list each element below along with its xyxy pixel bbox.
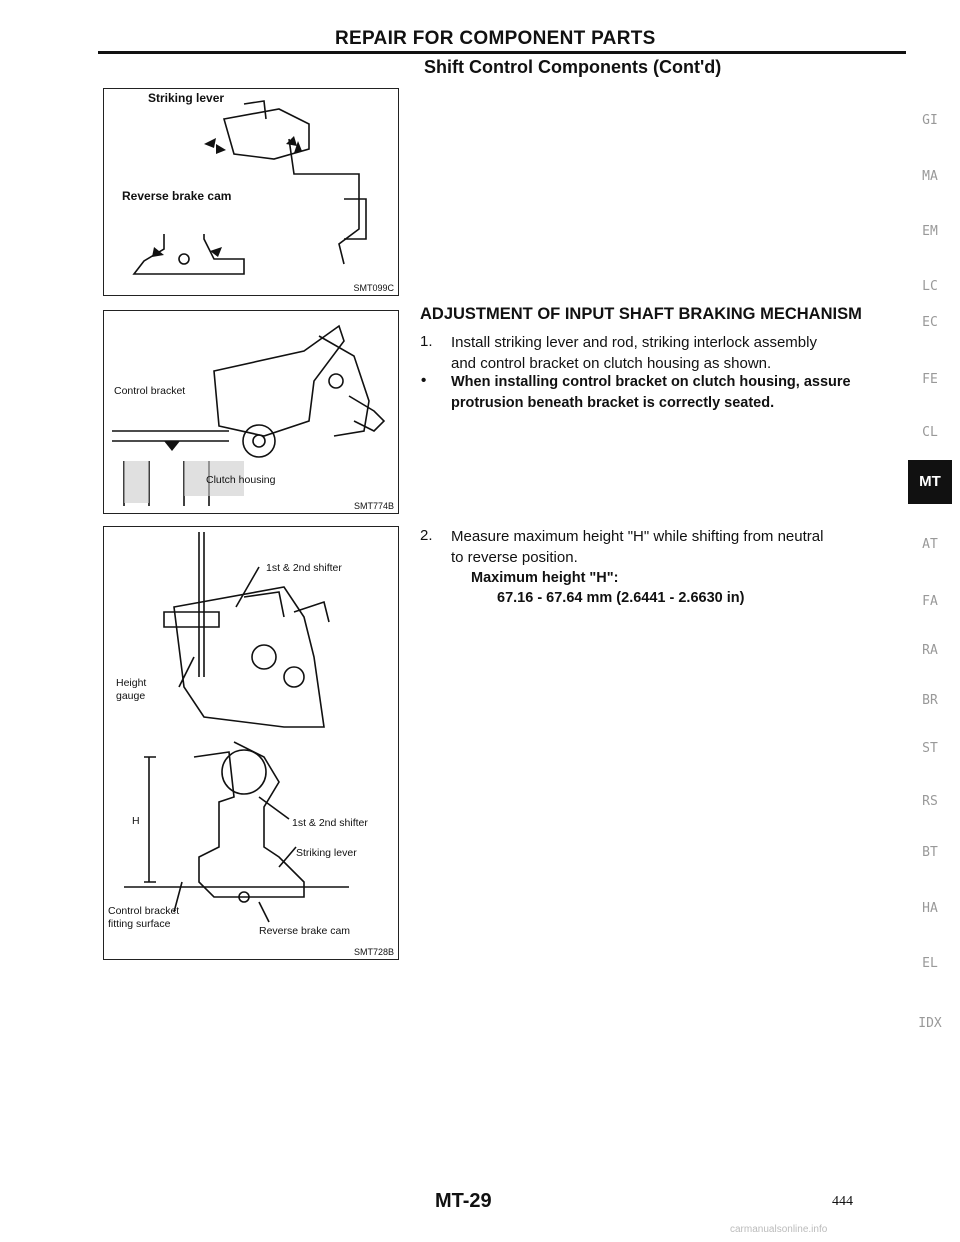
page-number: 444 [832,1194,853,1209]
label-clutch-housing: Clutch housing [206,474,276,486]
figure-code: SMT774B [353,501,394,511]
index-tab-ec[interactable]: EC [922,315,938,330]
caution-line: protrusion beneath bracket is correctly seated. [451,395,775,411]
label-control-bracket: Control bracket [108,905,180,917]
label-height: Height [116,677,147,689]
index-tab-mt-active[interactable]: MT [908,460,952,504]
index-tab-idx[interactable]: IDX [918,1016,942,1031]
section-heading: ADJUSTMENT OF INPUT SHAFT BRAKING MECHANISM [420,305,862,323]
page-section-title: REPAIR FOR COMPONENT PARTS [335,28,656,49]
watermark: carmanualsonline.info [730,1224,828,1235]
label-striking-lever: Striking lever [148,91,225,105]
step-text [451,526,901,568]
label-reverse-brake-cam: Reverse brake cam [259,925,351,937]
index-tab-rs[interactable]: RS [922,794,938,809]
step-text-line: Install striking lever and rod, striking interlock assembly [451,334,817,351]
label-reverse-brake-cam: Reverse brake cam [122,189,232,203]
figure-code: SMT728B [353,947,394,957]
label-control-bracket: Control bracket [114,385,186,397]
figure-code: SMT099C [353,283,394,293]
step-number: 2. [420,527,433,544]
index-tab-br[interactable]: BR [922,693,938,708]
step-text-line: and control bracket on clutch housing as shown. [451,355,772,372]
caution-text [451,372,901,414]
figure-height-gauge-drawing [104,527,398,959]
index-tab-em[interactable]: EM [922,224,938,239]
index-tab-ma[interactable]: MA [922,169,938,184]
index-tab-bt[interactable]: BT [922,845,938,860]
bullet-mark: • [421,372,427,389]
index-tab-ha[interactable]: HA [922,901,938,916]
spec-label: Maximum height "H": [471,570,619,586]
index-tab-gi[interactable]: GI [922,113,938,128]
step-number: 1. [420,333,433,350]
header-rule [98,51,906,54]
page-subtitle: Shift Control Components (Cont'd) [424,57,722,77]
label-1st-2nd-shifter-top: 1st & 2nd shifter [266,562,342,574]
page-code: MT-29 [435,1190,492,1212]
label-h: H [132,815,140,827]
figure-height-gauge [103,526,399,960]
caution-line: When installing control bracket on clutch housing, assure [451,374,851,390]
step-text [451,332,901,374]
index-tab-fe[interactable]: FE [922,372,938,387]
index-tab-lc[interactable]: LC [922,279,938,294]
step-text-line: Measure maximum height "H" while shifting from neutral [451,528,824,545]
index-tab-at[interactable]: AT [922,537,938,552]
index-tab-ra[interactable]: RA [922,643,938,658]
figure-striking-lever [103,88,399,296]
index-tab-fa[interactable]: FA [922,594,938,609]
label-striking-lever: Striking lever [296,847,357,859]
step-text-line: to reverse position. [451,549,578,566]
spec-value: 67.16 - 67.64 mm (2.6441 - 2.6630 in) [497,590,745,606]
figure-control-bracket [103,310,399,514]
label-1st-2nd-shifter-bottom: 1st & 2nd shifter [292,817,368,829]
label-gauge: gauge [116,690,146,702]
label-fitting-surface: fitting surface [108,918,171,930]
index-tab-st[interactable]: ST [922,741,938,756]
index-tab-cl[interactable]: CL [922,425,938,440]
index-tab-el[interactable]: EL [922,956,938,971]
